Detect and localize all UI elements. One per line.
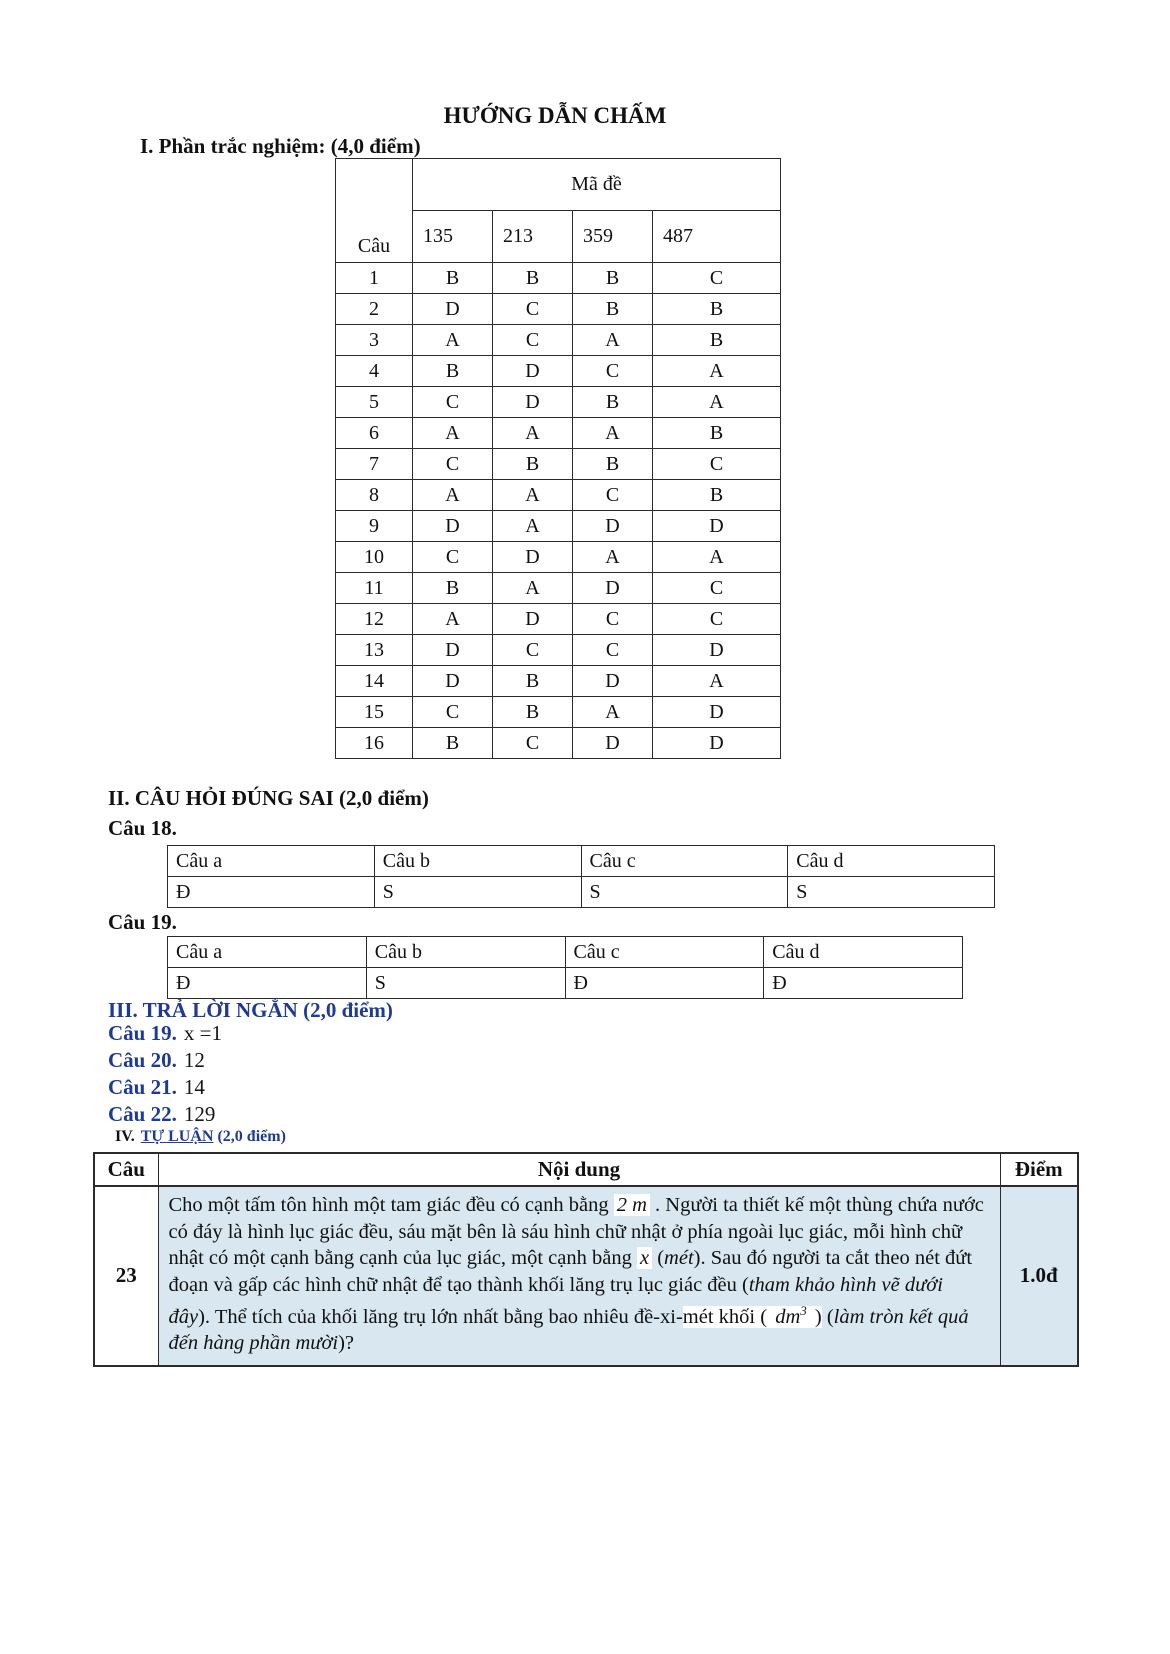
ma-de-header-row [336, 159, 781, 211]
essay-text-segment: ). Thể tích của khối lăng trụ lớn nhất bằng bao nhiêu đề-xi- [198, 1305, 683, 1328]
question-number-cell: 3 [336, 325, 413, 356]
question-number-cell: 2 [336, 294, 413, 325]
essay-text-segment: làm tròn kết quả đến hàng phần mười [168, 1305, 969, 1355]
answer-cell: B [493, 697, 573, 728]
essay-text-segment: Cho một tấm tôn hình một tam giác đều có cạnh bằng [168, 1194, 614, 1216]
answer-cell: D [653, 511, 781, 542]
ds-header-cell: Câu a [168, 846, 375, 877]
answer-row [336, 387, 781, 418]
answer-row [336, 263, 781, 294]
answer-cell: A [653, 666, 781, 697]
section-iii-heading: III. TRẢ LỜI NGẮN (2,0 điểm) [108, 998, 393, 1022]
ds-value-cell: Đ [168, 968, 367, 999]
short-answers-list [108, 1020, 222, 1128]
answer-cell: B [413, 573, 493, 604]
answer-cell: B [493, 666, 573, 697]
essay-header-row [94, 1153, 1078, 1186]
answer-row [336, 511, 781, 542]
question-number-cell: 12 [336, 604, 413, 635]
answer-cell: C [413, 697, 493, 728]
dung-sai-item-label: Câu 18. [108, 816, 177, 840]
answer-cell: D [573, 666, 653, 697]
short-answer-value: 14 [183, 1075, 205, 1099]
answer-cell: C [493, 728, 573, 759]
essay-question-number: 23 [94, 1186, 158, 1366]
essay-table [93, 1152, 1079, 1367]
section-iv-heading [115, 1128, 286, 1146]
essay-text-segment: ). Sau đó người ta cắt theo nét đứt đoạn và gấp các hình chữ nhật để tạo thành khối lăng trụ lục giác đều ( [168, 1247, 973, 1296]
ds-value-row [168, 968, 963, 999]
code-col-header: 213 [493, 211, 573, 263]
short-answer-label: Câu 21. [108, 1075, 177, 1099]
answer-cell: A [493, 511, 573, 542]
question-number-cell: 5 [336, 387, 413, 418]
short-answer-value: 129 [183, 1102, 216, 1126]
answer-cell: C [653, 604, 781, 635]
answer-cell: D [653, 728, 781, 759]
question-number-cell: 15 [336, 697, 413, 728]
answer-cell: B [573, 449, 653, 480]
answer-cell: C [653, 449, 781, 480]
answer-row [336, 480, 781, 511]
answer-key-body [336, 263, 781, 759]
ds-value-cell: S [366, 968, 565, 999]
answer-cell: D [493, 604, 573, 635]
answer-cell: D [413, 294, 493, 325]
answer-cell: A [653, 387, 781, 418]
short-answer-line [108, 1101, 222, 1128]
short-answer-line [108, 1074, 222, 1101]
answer-cell: A [653, 542, 781, 573]
answer-cell: A [413, 418, 493, 449]
question-number-cell: 4 [336, 356, 413, 387]
essay-row [94, 1186, 1078, 1366]
answer-cell: C [573, 604, 653, 635]
essay-text-segment: . Người ta thiết kế một thùng chứa nước có đáy là hình lục giác đều, sáu mặt bên là sáu hình chữ nhật ở phía ngoài lục giác, mỗi hình chữ nhật có một cạnh bằng cạnh của lục giác, một cạnh bằng [168, 1194, 984, 1269]
essay-text-segment: $dm^3$ [772, 1306, 810, 1328]
dung-sai-table-18 [167, 845, 995, 908]
answer-row [336, 697, 781, 728]
section-iv-heading-tail: (2,0 điểm) [213, 1128, 286, 1145]
short-answer-line [108, 1020, 222, 1047]
answer-cell: B [653, 325, 781, 356]
question-number-cell: 6 [336, 418, 413, 449]
answer-cell: D [413, 511, 493, 542]
answer-cell: C [653, 573, 781, 604]
ds-header-cell: Câu b [366, 937, 565, 968]
essay-text-segment: mét [664, 1247, 694, 1269]
answer-cell: D [573, 573, 653, 604]
essay-text-segment: tham khảo hình vẽ dưới đây [168, 1273, 943, 1328]
answer-cell: C [493, 325, 573, 356]
ds-header-cell: Câu d [764, 937, 963, 968]
essay-text-segment: ( [652, 1247, 665, 1269]
answer-row [336, 325, 781, 356]
essay-superscript: 3 [800, 1303, 807, 1318]
code-col-header: 359 [573, 211, 653, 263]
answer-cell: D [493, 387, 573, 418]
question-number-cell: 11 [336, 573, 413, 604]
answer-row [336, 728, 781, 759]
ds-value-cell: Đ [168, 877, 375, 908]
essay-content [158, 1186, 1000, 1366]
short-answer-label: Câu 20. [108, 1048, 177, 1072]
answer-cell: B [573, 387, 653, 418]
answer-cell: A [573, 697, 653, 728]
answer-cell: A [493, 480, 573, 511]
answer-cell: B [493, 263, 573, 294]
answer-cell: A [493, 418, 573, 449]
question-number-cell: 1 [336, 263, 413, 294]
answer-row [336, 294, 781, 325]
answer-cell: D [573, 728, 653, 759]
answer-cell: D [413, 635, 493, 666]
section-ii-heading: II. CÂU HỎI ĐÚNG SAI (2,0 điểm) [108, 786, 429, 810]
dung-sai-item-label: Câu 19. [108, 910, 177, 934]
code-col-header: 487 [653, 211, 781, 263]
section-iv-heading-prefix: IV. [115, 1128, 135, 1145]
ds-header-cell: Câu a [168, 937, 367, 968]
question-number-cell: 8 [336, 480, 413, 511]
essay-text-segment: )? [338, 1332, 355, 1355]
answer-cell: D [413, 666, 493, 697]
answer-cell: C [413, 449, 493, 480]
question-number-cell: 9 [336, 511, 413, 542]
question-number-cell: 14 [336, 666, 413, 697]
answer-cell: D [573, 511, 653, 542]
answer-row [336, 635, 781, 666]
answer-row [336, 449, 781, 480]
dung-sai-table-19 [167, 936, 963, 999]
cau-corner-cell: Câu [336, 159, 413, 263]
answer-row [336, 666, 781, 697]
answer-cell: C [573, 480, 653, 511]
answer-row [336, 418, 781, 449]
essay-text-segment: ( [821, 1305, 834, 1328]
ds-header-cell: Câu c [565, 937, 764, 968]
ds-value-cell: S [374, 877, 581, 908]
answer-cell: C [413, 542, 493, 573]
ds-value-cell: Đ [764, 968, 963, 999]
answer-cell: B [413, 263, 493, 294]
essay-text-segment: ) [809, 1305, 822, 1328]
essay-score: 1.0đ [1000, 1186, 1078, 1366]
ds-value-cell: S [581, 877, 788, 908]
answer-row [336, 573, 781, 604]
essay-text-segment: 2 m [614, 1194, 650, 1216]
answer-row [336, 604, 781, 635]
ds-value-row [168, 877, 995, 908]
answer-cell: B [653, 480, 781, 511]
answer-cell: D [493, 542, 573, 573]
section-i-heading: I. Phần trắc nghiệm: (4,0 điểm) [140, 134, 421, 158]
short-answer-label: Câu 19. [108, 1021, 177, 1045]
essay-header-diem: Điểm [1000, 1153, 1078, 1186]
ds-header-cell: Câu d [788, 846, 995, 877]
answer-cell: B [653, 418, 781, 449]
answer-cell: A [573, 418, 653, 449]
question-number-cell: 13 [336, 635, 413, 666]
answer-cell: C [653, 263, 781, 294]
answer-cell: C [493, 635, 573, 666]
answer-cell: A [413, 480, 493, 511]
ds-header-row [168, 937, 963, 968]
section-iv-heading-text [141, 1128, 286, 1145]
answer-cell: D [493, 356, 573, 387]
answer-cell: B [573, 294, 653, 325]
page-title: HƯỚNG DẪN CHẤM [443, 103, 667, 128]
code-col-header: 135 [413, 211, 493, 263]
answer-cell: C [573, 635, 653, 666]
answer-cell: B [573, 263, 653, 294]
question-number-cell: 7 [336, 449, 413, 480]
answer-cell: A [413, 325, 493, 356]
answer-cell: B [653, 294, 781, 325]
answer-cell: A [413, 604, 493, 635]
ds-header-row [168, 846, 995, 877]
answer-row [336, 542, 781, 573]
essay-header-cau: Câu [94, 1153, 158, 1186]
ds-header-cell: Câu b [374, 846, 581, 877]
short-answer-value: x =1 [183, 1021, 222, 1045]
answer-cell: A [653, 356, 781, 387]
essay-header-noidung: Nội dung [158, 1153, 1000, 1186]
essay-text-segment: mét khối ( [682, 1305, 773, 1328]
section-iv-heading-underlined: TỰ LUẬN [140, 1128, 214, 1145]
short-answer-value: 12 [183, 1048, 205, 1072]
answer-cell: C [413, 387, 493, 418]
answer-cell: B [413, 356, 493, 387]
ma-de-header-cell: Mã đề [413, 159, 781, 211]
question-number-cell: 16 [336, 728, 413, 759]
ds-header-cell: Câu c [581, 846, 788, 877]
answer-cell: A [573, 325, 653, 356]
short-answer-label: Câu 22. [108, 1102, 177, 1126]
short-answer-line [108, 1047, 222, 1074]
answer-cell: A [493, 573, 573, 604]
answer-key-table [335, 158, 781, 759]
answer-cell: C [573, 356, 653, 387]
answer-cell: D [653, 635, 781, 666]
essay-text-segment: x [637, 1247, 652, 1269]
answer-row [336, 356, 781, 387]
question-number-cell: 10 [336, 542, 413, 573]
answer-cell: D [653, 697, 781, 728]
ds-value-cell: S [788, 877, 995, 908]
answer-cell: B [493, 449, 573, 480]
ds-value-cell: Đ [565, 968, 764, 999]
answer-cell: B [413, 728, 493, 759]
answer-cell: C [493, 294, 573, 325]
answer-cell: A [573, 542, 653, 573]
